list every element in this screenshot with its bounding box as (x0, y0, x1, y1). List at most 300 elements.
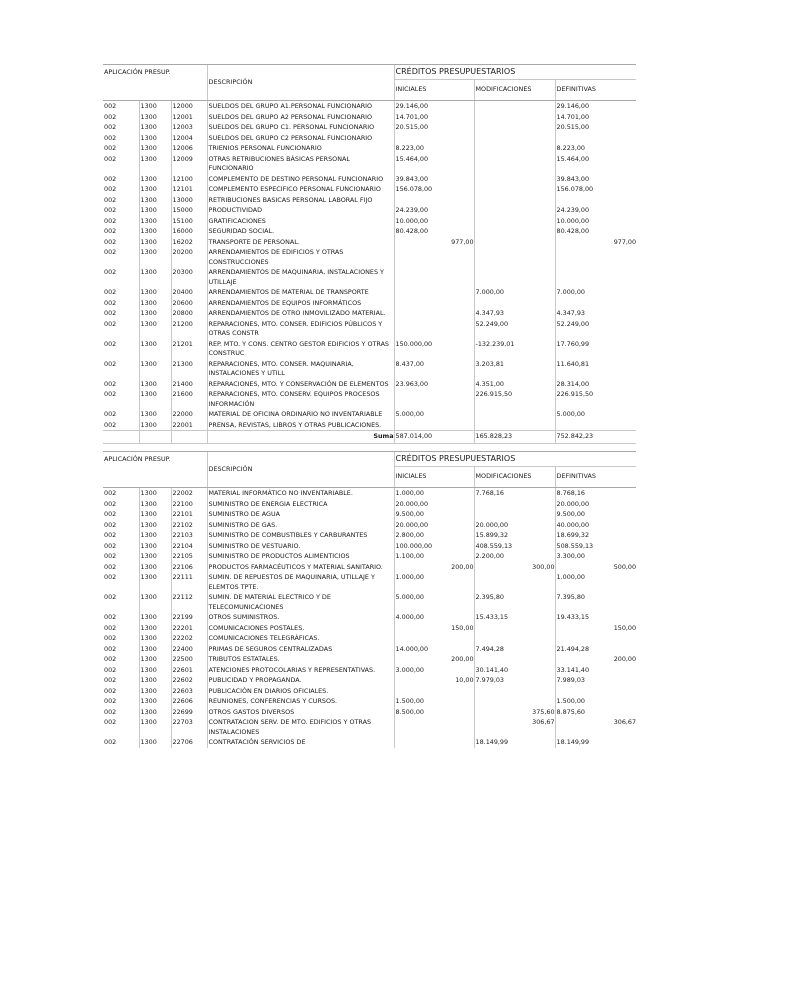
definitivas-cell: 200,00 (555, 654, 636, 665)
spacer-row (103, 444, 636, 452)
economica-code: 22111 (171, 572, 207, 592)
iniciales-cell: 14.000,00 (394, 644, 474, 655)
modificaciones-cell: 3.203,81 (474, 359, 555, 379)
organica-code: 002 (104, 123, 117, 131)
economica-code: 15000 (171, 205, 207, 216)
programa-code: 1300 (139, 143, 171, 154)
descripcion-cell: SUELDOS DEL GRUPO C2 PERSONAL FUNCIONARIO (207, 133, 394, 144)
iniciales-cell: 150.000,00 (394, 339, 474, 359)
definitivas-cell (555, 195, 636, 206)
modificaciones-cell (474, 298, 555, 309)
economica-code: 22400 (171, 644, 207, 655)
table-row (103, 226, 636, 237)
programa-code: 1300 (139, 675, 171, 686)
iniciales-cell (394, 133, 474, 144)
organica-code: 002 (104, 644, 117, 653)
header-row (103, 65, 636, 80)
economica-code: 20800 (171, 308, 207, 319)
descripcion-cell: ARRENDAMIENTOS DE EDIFICIOS Y OTRAS CONSTRUCCIONES (207, 247, 394, 267)
programa-code: 1300 (139, 665, 171, 676)
definitivas-header: DEFINITIVAS (555, 467, 636, 488)
organica-code: 002 (104, 623, 117, 632)
modificaciones-cell: 4.347,93 (474, 308, 555, 319)
modificaciones-cell (474, 696, 555, 707)
programa-code: 1300 (139, 562, 171, 573)
organica-code: 002 (104, 676, 117, 684)
programa-code: 1300 (139, 287, 171, 298)
organica-code: 002 (104, 634, 117, 642)
definitivas-cell: 150,00 (555, 623, 636, 634)
economica-code: 21300 (171, 359, 207, 379)
definitivas-cell: 977,00 (555, 237, 636, 248)
modificaciones-cell (474, 633, 555, 644)
iniciales-cell: 10,00 (394, 675, 474, 686)
table-row (103, 488, 636, 499)
descripcion-cell: TRANSPORTE DE PERSONAL. (207, 237, 394, 248)
modificaciones-cell: 300,00 (474, 562, 555, 573)
definitivas-cell: 9.500,00 (555, 509, 636, 520)
modificaciones-cell (474, 509, 555, 520)
iniciales-cell: 8.223,00 (394, 143, 474, 154)
aplicacion-subheader (103, 467, 207, 488)
table-row (103, 696, 636, 707)
definitivas-header: DEFINITIVAS (555, 80, 636, 101)
programa-code: 1300 (139, 633, 171, 644)
definitivas-cell: 508.559,13 (555, 541, 636, 552)
programa-code: 1300 (139, 488, 171, 499)
modificaciones-cell (474, 195, 555, 206)
organica-code: 002 (104, 248, 117, 256)
modificaciones-cell (474, 686, 555, 697)
iniciales-cell: 3.000,00 (394, 665, 474, 676)
descripcion-cell: SUMINISTRO DE AGUA (207, 509, 394, 520)
economica-code: 22603 (171, 686, 207, 697)
economica-code: 22104 (171, 541, 207, 552)
table-row (103, 205, 636, 216)
iniciales-cell (394, 686, 474, 697)
iniciales-cell (394, 298, 474, 309)
sum-modificaciones: 165.828,23 (474, 431, 555, 444)
table-row (103, 359, 636, 379)
definitivas-cell: 18.699,32 (555, 530, 636, 541)
table-row (103, 247, 636, 267)
definitivas-cell (555, 267, 636, 287)
definitivas-cell: 20.515,00 (555, 122, 636, 133)
descripcion-cell: COMUNICACIONES POSTALES. (207, 623, 394, 634)
modificaciones-cell (474, 623, 555, 634)
iniciales-cell: 20.000,00 (394, 520, 474, 531)
aplicacion-header: APLICACIÓN PRESUP. (103, 452, 207, 467)
iniciales-cell: 1.500,00 (394, 696, 474, 707)
iniciales-cell (394, 247, 474, 267)
modificaciones-cell (474, 216, 555, 227)
economica-code: 22706 (171, 737, 207, 748)
definitivas-cell: 29.146,00 (555, 101, 636, 112)
modificaciones-cell: 7.000,00 (474, 287, 555, 298)
iniciales-cell: 5.000,00 (394, 409, 474, 420)
organica-code: 002 (104, 216, 117, 225)
table-row (103, 654, 636, 665)
modificaciones-cell (474, 205, 555, 216)
modificaciones-cell (474, 133, 555, 144)
organica-code: 002 (104, 339, 117, 348)
programa-code: 1300 (139, 133, 171, 144)
budget-table (103, 64, 636, 748)
modificaciones-cell (474, 409, 555, 420)
modificaciones-cell: 52.249,00 (474, 319, 555, 339)
table-row (103, 541, 636, 552)
table-row (103, 216, 636, 227)
aplicacion-subheader (103, 80, 207, 101)
table-row (103, 612, 636, 623)
programa-code: 1300 (139, 612, 171, 623)
table-row (103, 420, 636, 431)
programa-code: 1300 (139, 623, 171, 634)
economica-code: 22103 (171, 530, 207, 541)
programa-code: 1300 (139, 389, 171, 409)
iniciales-cell (394, 717, 474, 737)
descripcion-cell: SUELDOS DEL GRUPO A1.PERSONAL FUNCIONARIO (207, 101, 394, 112)
organica-code: 002 (104, 686, 117, 695)
organica-code: 002 (104, 665, 117, 674)
economica-code: 22199 (171, 612, 207, 623)
organica-code: 002 (104, 593, 117, 601)
table-row (103, 572, 636, 592)
organica-code: 002 (104, 541, 117, 550)
definitivas-cell: 21.494,28 (555, 644, 636, 655)
organica-code: 002 (104, 174, 117, 183)
table-row (103, 379, 636, 390)
definitivas-cell: 8.223,00 (555, 143, 636, 154)
programa-code: 1300 (139, 696, 171, 707)
modificaciones-cell: 2.395,80 (474, 592, 555, 612)
modificaciones-cell (474, 184, 555, 195)
descripcion-cell: REPARACIONES, MTO. CONSERV. EQUIPOS PROCESOS INFORMACIÓN (207, 389, 394, 409)
programa-code: 1300 (139, 737, 171, 748)
iniciales-cell (394, 319, 474, 339)
organica-code: 002 (104, 102, 117, 110)
economica-code: 22100 (171, 499, 207, 510)
organica-code: 002 (104, 227, 117, 235)
iniciales-cell: 23.963,00 (394, 379, 474, 390)
descripcion-cell: RETRIBUCIONES BASICAS PERSONAL LABORAL FIJO (207, 195, 394, 206)
definitivas-cell: 40.000,00 (555, 520, 636, 531)
organica-code: 002 (104, 390, 117, 398)
economica-code: 21201 (171, 339, 207, 359)
modificaciones-cell (474, 654, 555, 665)
definitivas-cell: 11.640,81 (555, 359, 636, 379)
economica-code: 12101 (171, 184, 207, 195)
iniciales-cell (394, 195, 474, 206)
economica-code: 22201 (171, 623, 207, 634)
iniciales-cell: 29.146,00 (394, 101, 474, 112)
descripcion-cell: SEGURIDAD SOCIAL. (207, 226, 394, 237)
modificaciones-cell (474, 572, 555, 592)
economica-code: 21400 (171, 379, 207, 390)
economica-code: 12006 (171, 143, 207, 154)
iniciales-cell: 1.000,00 (394, 488, 474, 499)
modificaciones-cell (474, 101, 555, 112)
programa-code: 1300 (139, 101, 171, 112)
modificaciones-cell (474, 226, 555, 237)
modificaciones-cell (474, 174, 555, 185)
definitivas-cell: 3.300,00 (555, 551, 636, 562)
definitivas-cell (555, 133, 636, 144)
descripcion-cell: ATENCIONES PROTOCOLARIAS Y REPRESENTATIVAS. (207, 665, 394, 676)
organica-code: 002 (104, 573, 117, 581)
definitivas-cell (555, 633, 636, 644)
iniciales-cell: 150,00 (394, 623, 474, 634)
organica-code: 002 (104, 144, 117, 152)
programa-code: 1300 (139, 530, 171, 541)
programa-code: 1300 (139, 551, 171, 562)
descripcion-cell: COMUNICACIONES TELEGRÁFICAS. (207, 633, 394, 644)
definitivas-cell (555, 247, 636, 267)
modificaciones-cell (474, 499, 555, 510)
descripcion-cell: TRIBUTOS ESTATALES. (207, 654, 394, 665)
economica-code: 22202 (171, 633, 207, 644)
descripcion-cell: OTROS GASTOS DIVERSOS (207, 707, 394, 718)
organica-code: 002 (104, 510, 117, 518)
programa-code: 1300 (139, 195, 171, 206)
modificaciones-cell: 30.141,40 (474, 665, 555, 676)
organica-code: 002 (104, 562, 117, 571)
economica-code: 22606 (171, 696, 207, 707)
economica-code: 20600 (171, 298, 207, 309)
programa-code: 1300 (139, 112, 171, 123)
descripcion-cell: MATERIAL DE OFICINA ORDINARIO NO INVENTARIABLE (207, 409, 394, 420)
definitivas-cell: 39.843,00 (555, 174, 636, 185)
organica-code: 002 (104, 298, 117, 307)
table-row (103, 499, 636, 510)
spacer-cell (103, 444, 636, 452)
programa-code: 1300 (139, 174, 171, 185)
descripcion-cell: COMPLEMENTO ESPECIFICO PERSONAL FUNCIONARIO (207, 184, 394, 195)
iniciales-cell: 100.000,00 (394, 541, 474, 552)
programa-code: 1300 (139, 499, 171, 510)
iniciales-cell: 4.000,00 (394, 612, 474, 623)
definitivas-cell (555, 298, 636, 309)
table-row (103, 184, 636, 195)
economica-code: 22112 (171, 592, 207, 612)
economica-code: 12001 (171, 112, 207, 123)
descripcion-cell: PRENSA, REVISTAS, LIBROS Y OTRAS PUBLICACIONES. (207, 420, 394, 431)
descripcion-cell: MATERIAL INFORMÁTICO NO INVENTARIABLE. (207, 488, 394, 499)
budget-page (103, 64, 636, 748)
organica-code: 002 (104, 420, 117, 429)
descripcion-cell: SUMIN. DE MATERIAL ELECTRICO Y DE TELECOMUNICACIONES (207, 592, 394, 612)
descripcion-cell: PRIMAS DE SEGUROS CENTRALIZADAS (207, 644, 394, 655)
descripcion-cell: SUELDOS DEL GRUPO A2 PERSONAL FUNCIONARIO (207, 112, 394, 123)
organica-code: 002 (104, 552, 117, 560)
descripcion-cell: SUMINISTRO DE PRODUCTOS ALIMENTICIOS (207, 551, 394, 562)
iniciales-cell (394, 389, 474, 409)
programa-code: 1300 (139, 509, 171, 520)
programa-code: 1300 (139, 216, 171, 227)
table-row (103, 737, 636, 748)
iniciales-cell: 10.000,00 (394, 216, 474, 227)
organica-code: 002 (104, 112, 117, 121)
descripcion-cell: SUMINISTRO DE GAS. (207, 520, 394, 531)
table-row (103, 592, 636, 612)
descripcion-cell: SUMIN. DE REPUESTOS DE MAQUINARIA, UTILLAJE Y ELEMTOS TPTE. (207, 572, 394, 592)
table-row (103, 707, 636, 718)
sum-row (103, 431, 636, 444)
iniciales-cell (394, 737, 474, 748)
economica-code: 21200 (171, 319, 207, 339)
iniciales-cell: 9.500,00 (394, 509, 474, 520)
programa-code: 1300 (139, 247, 171, 267)
modificaciones-header: MODIFICACIONES (474, 467, 555, 488)
modificaciones-cell: 306,67 (474, 717, 555, 737)
definitivas-cell: 5.000,00 (555, 409, 636, 420)
descripcion-cell: REPARACIONES, MTO. CONSER. EDIFICIOS PÚBLICOS Y OTRAS CONSTR (207, 319, 394, 339)
descripcion-cell: ARRENDAMIENTOS DE MATERIAL DE TRANSPORTE (207, 287, 394, 298)
definitivas-cell: 52.249,00 (555, 319, 636, 339)
organica-code: 002 (104, 237, 117, 246)
modificaciones-cell (474, 420, 555, 431)
aplicacion-header: APLICACIÓN PRESUP. (103, 65, 207, 80)
programa-code: 1300 (139, 184, 171, 195)
modificaciones-cell (474, 154, 555, 174)
economica-code: 22105 (171, 551, 207, 562)
organica-code: 002 (104, 133, 117, 142)
descripcion-cell: OTROS SUMINISTROS. (207, 612, 394, 623)
iniciales-cell: 24.239,00 (394, 205, 474, 216)
programa-code: 1300 (139, 520, 171, 531)
programa-code: 1300 (139, 409, 171, 420)
descripcion-cell: REP. MTO. Y CONS. CENTRO GESTOR EDIFICIOS Y OTRAS CONSTRUC (207, 339, 394, 359)
descripcion-cell: PRODUCTOS FARMACÉUTICOS Y MATERIAL SANITARIO. (207, 562, 394, 573)
definitivas-cell: 33.141,40 (555, 665, 636, 676)
iniciales-cell: 1.100,00 (394, 551, 474, 562)
table-row (103, 623, 636, 634)
economica-code: 12004 (171, 133, 207, 144)
modificaciones-cell: 7.979,03 (474, 675, 555, 686)
iniciales-cell: 200,00 (394, 654, 474, 665)
definitivas-cell: 7.989,03 (555, 675, 636, 686)
definitivas-cell: 17.760,99 (555, 339, 636, 359)
iniciales-cell: 15.464,00 (394, 154, 474, 174)
organica-code: 002 (104, 655, 117, 663)
iniciales-cell: 5.000,00 (394, 592, 474, 612)
iniciales-cell: 8.500,00 (394, 707, 474, 718)
organica-code: 002 (104, 520, 117, 529)
organica-code: 002 (104, 613, 117, 621)
modificaciones-cell: -132.239,01 (474, 339, 555, 359)
organica-code: 002 (104, 154, 117, 163)
modificaciones-cell: 18.149,99 (474, 737, 555, 748)
sum-blank-3 (171, 431, 207, 444)
table-row (103, 174, 636, 185)
iniciales-header: INICIALES (394, 467, 474, 488)
organica-code: 002 (104, 489, 117, 497)
descripcion-cell: SUMINISTRO DE VESTUARIO. (207, 541, 394, 552)
modificaciones-cell (474, 267, 555, 287)
table-row (103, 409, 636, 420)
iniciales-cell: 200,00 (394, 562, 474, 573)
table-row (103, 298, 636, 309)
header-row (103, 452, 636, 467)
economica-code: 22102 (171, 520, 207, 531)
economica-code: 22601 (171, 665, 207, 676)
iniciales-header: INICIALES (394, 80, 474, 101)
iniciales-cell: 14.701,00 (394, 112, 474, 123)
economica-code: 21600 (171, 389, 207, 409)
sum-blank-2 (139, 431, 171, 444)
economica-code: 22500 (171, 654, 207, 665)
modificaciones-cell (474, 112, 555, 123)
table-row (103, 122, 636, 133)
definitivas-cell: 156.078,00 (555, 184, 636, 195)
programa-code: 1300 (139, 237, 171, 248)
table-row (103, 339, 636, 359)
programa-code: 1300 (139, 359, 171, 379)
definitivas-cell: 4.347,93 (555, 308, 636, 319)
sum-iniciales: 587.014,00 (394, 431, 474, 444)
organica-code: 002 (104, 288, 117, 296)
iniciales-cell: 20.000,00 (394, 499, 474, 510)
definitivas-cell: 19.433,15 (555, 612, 636, 623)
iniciales-cell (394, 287, 474, 298)
definitivas-cell: 10.000,00 (555, 216, 636, 227)
table-row (103, 633, 636, 644)
economica-code: 12000 (171, 101, 207, 112)
table-row (103, 287, 636, 298)
table-row (103, 133, 636, 144)
descripcion-cell: REUNIONES, CONFERENCIAS Y CURSOS. (207, 696, 394, 707)
economica-code: 22106 (171, 562, 207, 573)
organica-code: 002 (104, 195, 117, 204)
table-row (103, 101, 636, 112)
organica-code: 002 (104, 718, 117, 726)
modificaciones-cell (474, 143, 555, 154)
modificaciones-cell: 226.915,50 (474, 389, 555, 409)
organica-code: 002 (104, 379, 117, 388)
economica-code: 20200 (171, 247, 207, 267)
definitivas-cell (555, 420, 636, 431)
table-row (103, 530, 636, 541)
table-row (103, 319, 636, 339)
sum-label: Suma (207, 431, 394, 444)
descripcion-cell: SUELDOS DEL GRUPO C1. PERSONAL FUNCIONARIO (207, 122, 394, 133)
economica-code: 20300 (171, 267, 207, 287)
programa-code: 1300 (139, 379, 171, 390)
descripcion-cell: PUBLICIDAD Y PROPAGANDA. (207, 675, 394, 686)
iniciales-cell: 1.000,00 (394, 572, 474, 592)
modificaciones-header: MODIFICACIONES (474, 80, 555, 101)
programa-code: 1300 (139, 154, 171, 174)
iniciales-cell (394, 308, 474, 319)
economica-code: 22101 (171, 509, 207, 520)
programa-code: 1300 (139, 226, 171, 237)
descripcion-cell: PUBLICACIÓN EN DIARIOS OFICIALES. (207, 686, 394, 697)
descripcion-header: DESCRIPCIÓN (207, 65, 394, 101)
definitivas-cell: 306,67 (555, 717, 636, 737)
programa-code: 1300 (139, 122, 171, 133)
programa-code: 1300 (139, 298, 171, 309)
descripcion-cell: SUMINISTRO DE COMBUSTIBLES Y CARBURANTES (207, 530, 394, 541)
descripcion-cell: ARRENDAMIENTOS DE MAQUINARIA, INSTALACIONES Y UTILLAJE (207, 267, 394, 287)
programa-code: 1300 (139, 717, 171, 737)
modificaciones-cell: 2.200,00 (474, 551, 555, 562)
economica-code: 22001 (171, 420, 207, 431)
definitivas-cell (555, 686, 636, 697)
iniciales-cell (394, 420, 474, 431)
sum-blank-1 (103, 431, 139, 444)
organica-code: 002 (104, 697, 117, 705)
economica-code: 22703 (171, 717, 207, 737)
